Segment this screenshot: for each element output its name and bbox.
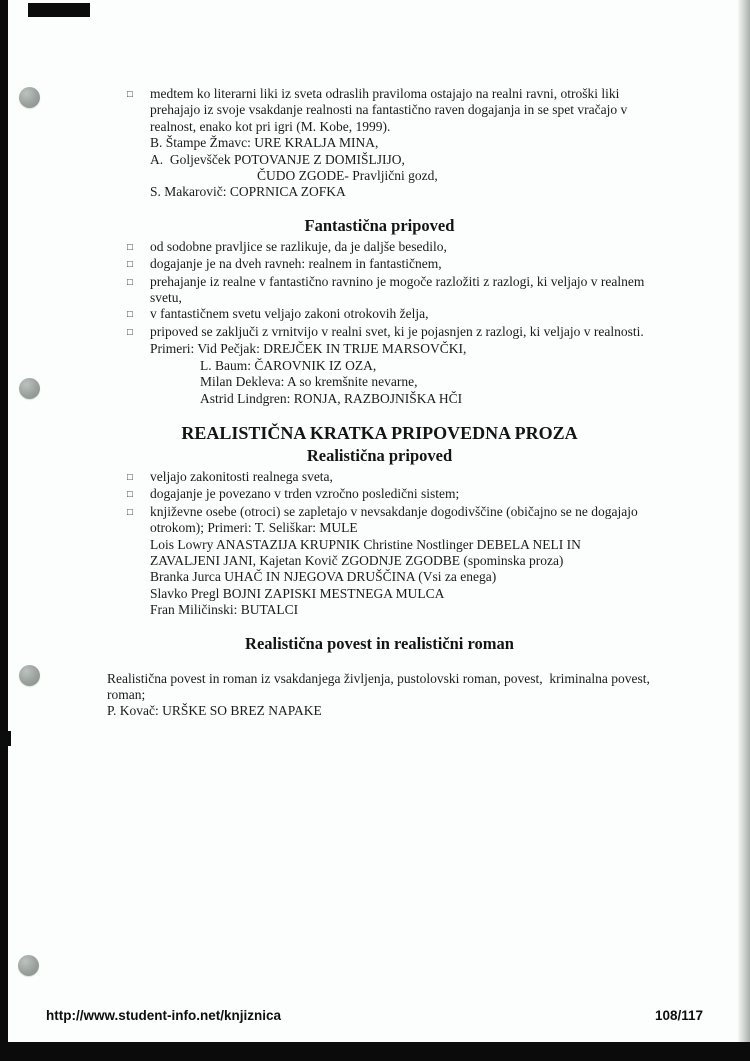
bullet-item — [107, 86, 652, 135]
subsection-heading-realisticna-pripoved: Realistična pripoved — [306, 445, 453, 465]
bullet-item — [107, 324, 652, 341]
bullet-item — [107, 274, 652, 307]
hole-punch-icon — [18, 955, 39, 976]
hole-punch-icon — [19, 665, 40, 686]
bullet-text: dogajanje je povezano v trden vzročno posledični sistem; — [150, 486, 460, 502]
bullet-text: v fantastičnem svetu veljajo zakoni otrokovih želja, — [150, 306, 429, 322]
bullet-item — [107, 504, 652, 537]
checkbox-bullet-icon: □ — [127, 310, 133, 321]
hole-punch-icon — [19, 87, 40, 108]
checkbox-bullet-icon: □ — [127, 277, 133, 288]
example-line: Astrid Lindgren: RONJA, RAZBOJNIŠKA HČI — [200, 390, 463, 406]
scan-edge-left — [0, 0, 8, 1061]
example-line: ČUDO ZGODE- Pravljični gozd, — [257, 168, 438, 184]
scan-mark-top-left — [28, 3, 90, 17]
example-line: Milan Dekleva: A so kremšnite nevarne, — [200, 374, 418, 390]
bullet-text: medtem ko literarni liki iz sveta odraslih praviloma ostajajo na realni ravni, otroški liki prehajajo iz svoje vsakdanje realnosti na fantastično raven dogajanja in se spet vračajo v realnost, enako kot pri igri (M. Kobe, 1999). — [150, 86, 628, 134]
bullet-text: pripoved se zaključi z vrnitvijo v realni svet, ki je pojasnjen z razlogi, ki veljajo v realnosti. — [150, 323, 644, 339]
example-line: S. Makarovič: COPRNICA ZOFKA — [150, 184, 346, 200]
bullet-item — [107, 486, 652, 503]
bullet-item — [107, 469, 652, 486]
example-line: Branka Jurca UHAČ IN NJEGOVA DRUŠČINA (Vsi za enega) — [150, 569, 497, 585]
checkbox-bullet-icon: □ — [127, 490, 133, 501]
paragraph: Realistična povest in roman iz vsakdanjega življenja, pustolovski roman, povest, kriminalna povest, roman; — [107, 670, 654, 702]
scan-edge-right — [738, 0, 750, 1061]
section-heading-povest: Realistična povest in realistični roman — [245, 633, 514, 653]
example-line: Primeri: Vid Pečjak: DREJČEK IN TRIJE MARSOVČKI, — [150, 341, 467, 357]
example-line: Fran Miličinski: BUTALCI — [150, 602, 299, 618]
example-line: B. Štampe Žmavc: URE KRALJA MINA, — [150, 135, 379, 151]
checkbox-bullet-icon: □ — [127, 90, 133, 100]
bullet-text: prehajanje iz realne v fantastično ravnino je mogoče razložiti z razlogi, ki veljajo v realnem svetu, — [150, 273, 645, 306]
hole-punch-icon — [19, 378, 40, 399]
checkbox-bullet-icon: □ — [127, 327, 133, 338]
bullet-item — [107, 239, 652, 256]
bullet-text: dogajanje je na dveh ravneh: realnem in fantastičnem, — [150, 256, 442, 272]
checkbox-bullet-icon: □ — [127, 242, 133, 253]
example-line: L. Baum: ČAROVNIK IZ OZA, — [200, 357, 377, 373]
checkbox-bullet-icon: □ — [127, 472, 133, 483]
bullet-text: od sodobne pravljice se razlikuje, da je daljše besedilo, — [150, 238, 447, 254]
scan-edge-bottom — [0, 1042, 750, 1061]
section-heading-realisticna: REALISTIČNA KRATKA PRIPOVEDNA PROZA — [181, 422, 578, 443]
bullet-item — [107, 256, 652, 273]
section-heading-fantasticna: Fantastična pripoved — [304, 215, 455, 235]
bullet-item — [107, 306, 652, 323]
example-line: A. Goljevšček POTOVANJE Z DOMIŠLJIJO, — [150, 151, 405, 167]
footer-page-number: 108/117 — [655, 1008, 704, 1023]
footer-url: http://www.student-info.net/knjiznica — [46, 1008, 281, 1023]
bullet-text: veljajo zakonitosti realnega sveta, — [150, 468, 333, 484]
document-body — [107, 86, 652, 720]
checkbox-bullet-icon: □ — [127, 260, 133, 271]
checkbox-bullet-icon: □ — [127, 507, 133, 518]
example-line: Lois Lowry ANASTAZIJA KRUPNIK Christine Nostlinger DEBELA NELI IN ZAVALJENI JANI, Kajetan Kovič ZGODNJE ZGODBE (spominska proza) — [150, 536, 585, 568]
scan-mark-left — [0, 731, 11, 746]
bullet-text: književne osebe (otroci) se zapletajo v nevsakdanje dogodivščine (običajno se ne dogajajo otrokom); Primeri: T. Seliškar: MULE — [150, 503, 638, 536]
example-line: P. Kovač: URŠKE SO BREZ NAPAKE — [107, 703, 322, 719]
example-line: Slavko Pregl BOJNI ZAPISKI MESTNEGA MULCA — [150, 585, 445, 601]
